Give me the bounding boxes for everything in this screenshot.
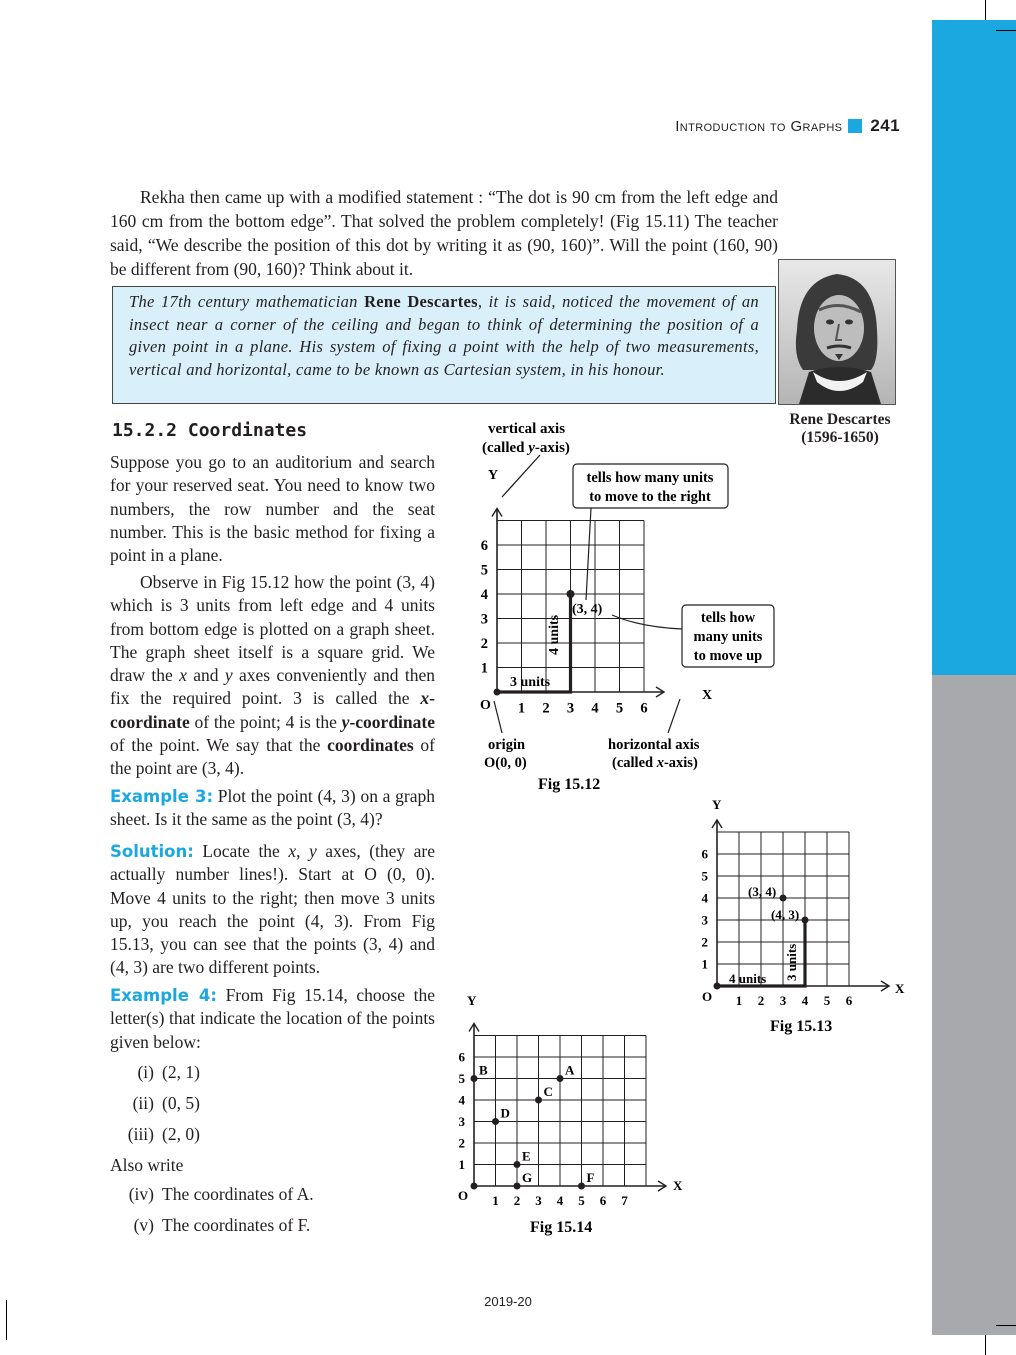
y-axis-letter: Y [712,797,722,812]
callout-up-text: to move up [693,648,763,664]
sidebar-accent-grey [932,675,1016,1335]
fig-15-14 [450,990,700,1240]
list-item: (iv) The coordinates of A. [128,1184,314,1204]
x-tick-label: 2 [757,993,765,1008]
origin-coord-label: O(0, 0) [484,755,527,771]
vertical-axis-pointer [502,455,540,497]
x-tick-label: 6 [845,993,853,1008]
vertical-axis-label: vertical axis [488,421,566,437]
intro-paragraph: Rekha then came up with a modified statement : “The dot is 90 cm from the left edge and 160 cm from the bottom edge”. That solved the problem completely! (Fig 15.11) The teacher said, “We describe the position of this dot by writing it as (90, 160)”. Will the point (160, 90) be different from (90, 160)? Think about it. [110,187,778,279]
crop-mark [996,30,1016,31]
plotted-point [802,917,809,924]
fig-15-14-caption: Fig 15.14 [530,1219,593,1236]
example-3-text: Plot the point (4, 3) on a graph sheet. Is it the same as the point (3, 4)? [110,786,435,830]
y-tick-label: 4 [701,890,708,906]
chapter-title: Introduction to Graphs [675,117,843,135]
plotted-point [567,590,575,598]
history-box [112,286,776,404]
callout-up-text: many units [693,629,763,645]
point-3-4-label: (3, 4) [572,602,603,617]
list-item: (i) (2, 1) [137,1062,200,1082]
y-tick-label: 6 [480,538,488,555]
page-number: 241 [870,116,900,135]
horizontal-axis-called: (called x-axis) [612,755,698,771]
y-tick-label: 6 [701,846,708,862]
callout-up-pointer [612,615,682,629]
origin-pointer [494,701,502,733]
plotted-point [514,1161,521,1168]
x-tick-label: 3 [535,1193,542,1208]
units-3-label: 3 units [784,943,799,981]
point-label: G [522,1170,533,1185]
origin-letter: O [458,1188,469,1203]
y-tick-label: 3 [458,1114,465,1130]
y-tick-label: 2 [480,636,488,653]
descartes-portrait [778,259,896,405]
history-text: , it is said, noticed the movement of an insect near a corner of the ceiling and began to think of determining the position of a given point in a plane. His system of fixing a point with the help of two measurements, vertical and horizontal, came to be known as Cartesian system, in his honour. [129,292,759,379]
point-4-3-label: (4, 3) [771,907,800,922]
x-tick-label: 5 [578,1193,585,1208]
x-tick-label: 6 [599,1193,607,1208]
running-header [600,114,900,138]
plotted-point [557,1075,564,1082]
x-tick-label: 2 [542,700,550,717]
crop-mark [985,1335,986,1355]
fig14-grid [459,1024,667,1209]
y-tick-label: 2 [701,934,708,950]
units-3-label: 3 units [510,675,551,690]
example-4 [110,984,435,1054]
x-tick-label: 4 [556,1193,564,1208]
solution-label: Solution: [110,842,194,861]
portrait-caption-years: (1596-1650) [801,429,879,446]
crop-mark [985,0,986,20]
fig-15-12-caption: Fig 15.12 [538,776,601,793]
list-item: (v) The coordinates of F. [133,1215,311,1235]
callout-right-pointer [586,508,591,600]
fig-15-12 [440,415,790,805]
list-item: (ii) (0, 5) [132,1093,200,1113]
point-label: D [500,1105,510,1121]
y-tick-label: 3 [701,912,708,928]
solution-paragraph: Solution: Locate the x, y axes, (they are actually number lines!). Start at O (0, 0). Move 4 units to the right; then move 3 units up, you reach the point (4, 3). From Fig 15.13, you can see that the points (3, 4) and (4, 3) are two different points. [110,841,436,978]
x-axis-letter: X [702,688,713,703]
x-tick-label: 4 [801,993,809,1008]
plotted-point [578,1183,585,1190]
crop-mark [996,1325,1016,1326]
x-tick-label: 5 [615,700,624,717]
fig-15-13-caption: Fig 15.13 [770,1018,833,1035]
point-3-4-label: (3, 4) [748,884,777,899]
plotted-point [780,895,787,902]
portrait-caption-name: Rene Descartes [789,411,891,428]
y-tick-label: 6 [458,1049,465,1065]
plotted-point [535,1097,542,1104]
horizontal-axis-label: horizontal axis [608,737,700,753]
fig-15-13 [695,795,915,1045]
point-label: F [586,1170,595,1185]
y-tick-label: 3 [480,611,488,628]
descartes-name: Rene Descartes [364,292,478,311]
header-square-icon [848,119,862,133]
x-axis-letter: X [673,1178,683,1193]
point-label: C [543,1084,553,1099]
horizontal-axis-pointer [668,699,680,733]
list-item: (iii) (2, 0) [127,1124,200,1144]
units-4-label: 4 units [729,971,767,986]
plotted-point [514,1183,521,1190]
x-tick-label: 1 [492,1193,499,1208]
y-tick-label: 1 [701,956,708,972]
callout-up-text: tells how [700,610,756,626]
x-tick-label: 3 [566,700,575,717]
x-tick-label: 7 [621,1193,628,1208]
origin-letter: O [702,989,713,1004]
y-tick-label: 1 [480,660,488,677]
y-axis-letter: Y [488,468,499,483]
plotted-point [471,1075,478,1082]
vertical-axis-called: (called y-axis) [482,440,570,456]
portrait-caption [770,411,910,447]
x-tick-label: 5 [823,993,831,1008]
also-write: Also write [110,1155,184,1175]
example-4-label: Example 4: [110,986,217,1005]
history-text: The 17th century mathematician [129,292,365,311]
x-tick-label: 3 [779,993,787,1008]
y-tick-label: 5 [701,868,708,884]
x-axis-letter: X [895,981,905,996]
example-4-text: From Fig 15.14, choose the letter(s) that indicate the location of the points given below: [110,985,435,1052]
callout-right-text: to move to the right [589,489,711,505]
example-3-label: Example 3: [110,787,214,806]
footer-year: 2019-20 [484,1294,532,1309]
x-tick-label: 1 [517,700,526,717]
y-tick-label: 1 [458,1157,465,1173]
section-paragraph-2: Observe in Fig 15.12 how the point (3, 4) which is 3 units from left edge and 4 units from bottom edge is plotted on a graph sheet. The graph sheet itself is a square grid. We draw the x and y axes conveniently and then fix the required point. 3 is called the x-coordinate of the point; 4 is the y-coordinate of the point. We say that the coordinates of the point are (3, 4). [110,572,436,779]
y-tick-label: 2 [458,1135,465,1151]
x-tick-label: 6 [640,700,648,717]
units-4-label: 4 units [547,614,562,655]
section-paragraph-1: Suppose you go to an auditorium and search for your reserved seat. You need to know two numbers, the row number and the seat number. This is the basic method for fixing a point in a plane. [110,452,435,566]
y-tick-label: 5 [458,1071,465,1087]
callout-right-text: tells how many units [586,470,714,486]
origin-point [471,1183,478,1190]
y-tick-label: 4 [480,587,488,604]
x-tick-label: 4 [591,700,599,717]
point-label: A [565,1062,575,1078]
plotted-point [492,1118,499,1125]
point-label: B [479,1062,488,1078]
sidebar-accent-blue [932,20,1016,675]
y-tick-label: 5 [480,562,488,579]
origin-letter: O [480,698,491,713]
x-tick-label: 1 [735,993,743,1008]
origin-label: origin [488,737,526,753]
crop-mark [6,1300,7,1340]
y-tick-label: 4 [458,1092,465,1108]
y-axis-letter: Y [467,993,477,1008]
x-tick-label: 2 [513,1193,521,1208]
example-3 [110,785,435,832]
section-heading: 15.2.2 Coordinates [112,420,308,441]
point-label: E [522,1148,531,1164]
